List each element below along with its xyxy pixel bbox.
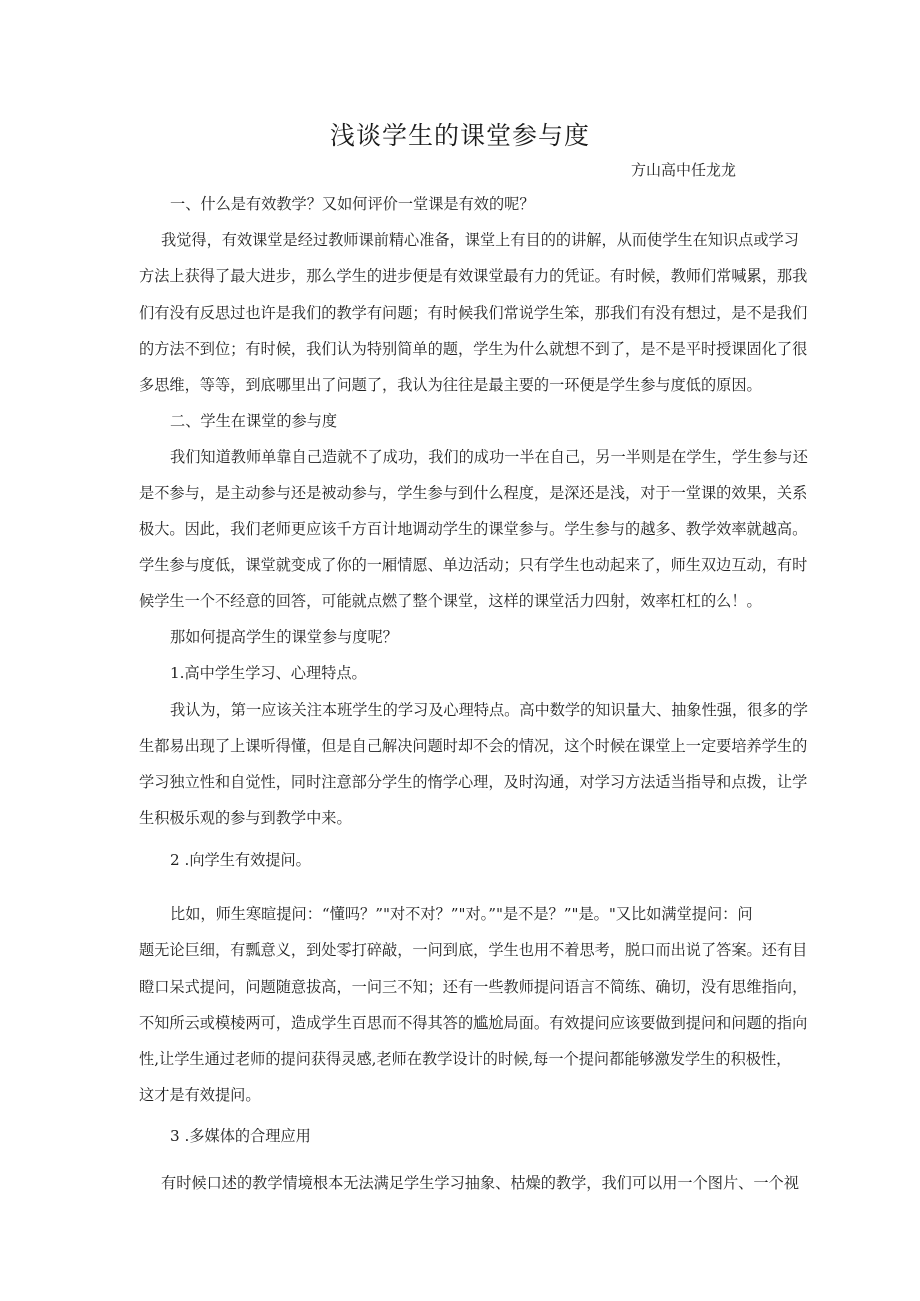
document-title: 浅谈学生的课堂参与度 [329,121,590,150]
subsection-heading-3: 3 .多媒体的合理应用 [170,1127,311,1145]
paragraph-line: 们有没有反思过也许是我们的教学有问题；有时候我们常说学生笨，那我们有没有想过，是不是我们 [139,304,808,322]
paragraph-line: 生都易出现了上课听得懂，但是自己解决问题时却不会的情况，这个时候在课堂上一定要培养学生的 [139,737,808,755]
paragraph-line: 的方法不到位；有时候，我们认为特别简单的题，学生为什么就想不到了，是不是平时授课固化了很 [139,340,808,358]
paragraph-line: 多思维，等等，到底哪里出了问题了，我认为往往是最主要的一环便是学生参与度低的原因。 [139,376,762,394]
paragraph-line: 生积极乐观的参与到教学中来。 [139,809,352,827]
paragraph-line: 我觉得，有效课堂是经过教师课前精心准备，课堂上有目的的讲解，从而使学生在知识点或学习 [161,231,799,249]
section-heading-1: 一、什么是有效教学？又如何评价一堂课是有效的呢？ [170,195,535,213]
subsection-heading-1: 1.高中学生学习、心理特点。 [170,664,367,682]
section-heading-2: 二、学生在课堂的参与度 [170,412,338,430]
paragraph-line: 比如，师生寒暄提问：“懂吗？”"对不对？”"对。”"是不是？”"是。"又比如满堂提问：问 [170,905,753,923]
paragraph-line: 题无论巨细，有瓢意义，到处零打碎敲，一问到底，学生也用不着思考，脱口而出说了答案。还有目 [139,941,808,959]
paragraph-line: 我认为，第一应该关注本班学生的学习及心理特点。高中数学的知识量大、抽象性强，很多的学 [170,701,808,719]
paragraph-line: 我们知道教师单靠自己造就不了成功，我们的成功一半在自己，另一半则是在学生，学生参与还 [170,448,808,466]
paragraph-line: 是不参与，是主动参与还是被动参与，学生参与到什么程度，是深还是浅，对于一堂课的效果，关系 [139,484,808,502]
paragraph-line: 这才是有效提问。 [139,1086,261,1104]
paragraph-line: 极大。因此，我们老师更应该千方百计地调动学生的课堂参与。学生参与的越多、教学效率就越高。 [139,520,808,538]
paragraph-line: 学习独立性和自觉性，同时注意部分学生的惰学心理，及时沟通，对学习方法适当指导和点拨，让学 [139,773,808,791]
paragraph-line: 性,让学生通过老师的提问获得灵感,老师在教学设计的时候,每一个提问都能够激发学生的积极性， [139,1050,792,1068]
paragraph-line: 学生参与度低，课堂就变成了你的一厢情愿、单边活动；只有学生也动起来了，师生双边互动，有时 [139,556,808,574]
paragraph-line: 候学生一个不经意的回答，可能就点燃了整个课堂，这样的课堂活力四射，效率杠杠的么！。 [139,592,762,610]
subsection-heading-2: 2 .向学生有效提问。 [170,851,311,869]
paragraph-line: 方法上获得了最大进步，那么学生的进步便是有效课堂最有力的凭证。有时候，教师们常喊累，那我 [139,267,808,285]
paragraph-line: 瞪口呆式提问，问题随意拔高，一问三不知；还有一些教师提问语言不简练、确切，没有思维指向， [139,978,808,996]
paragraph-line: 有时候口述的教学情境根本无法满足学生学习抽象、枯燥的教学，我们可以用一个图片、一个视 [161,1174,799,1192]
paragraph-line: 不知所云或模棱两可，造成学生百思而不得其答的尴尬局面。有效提问应该要做到提问和问题的指向 [139,1014,808,1032]
question-line: 那如何提高学生的课堂参与度呢？ [170,628,398,646]
author-line: 方山高中任龙龙 [631,161,737,179]
